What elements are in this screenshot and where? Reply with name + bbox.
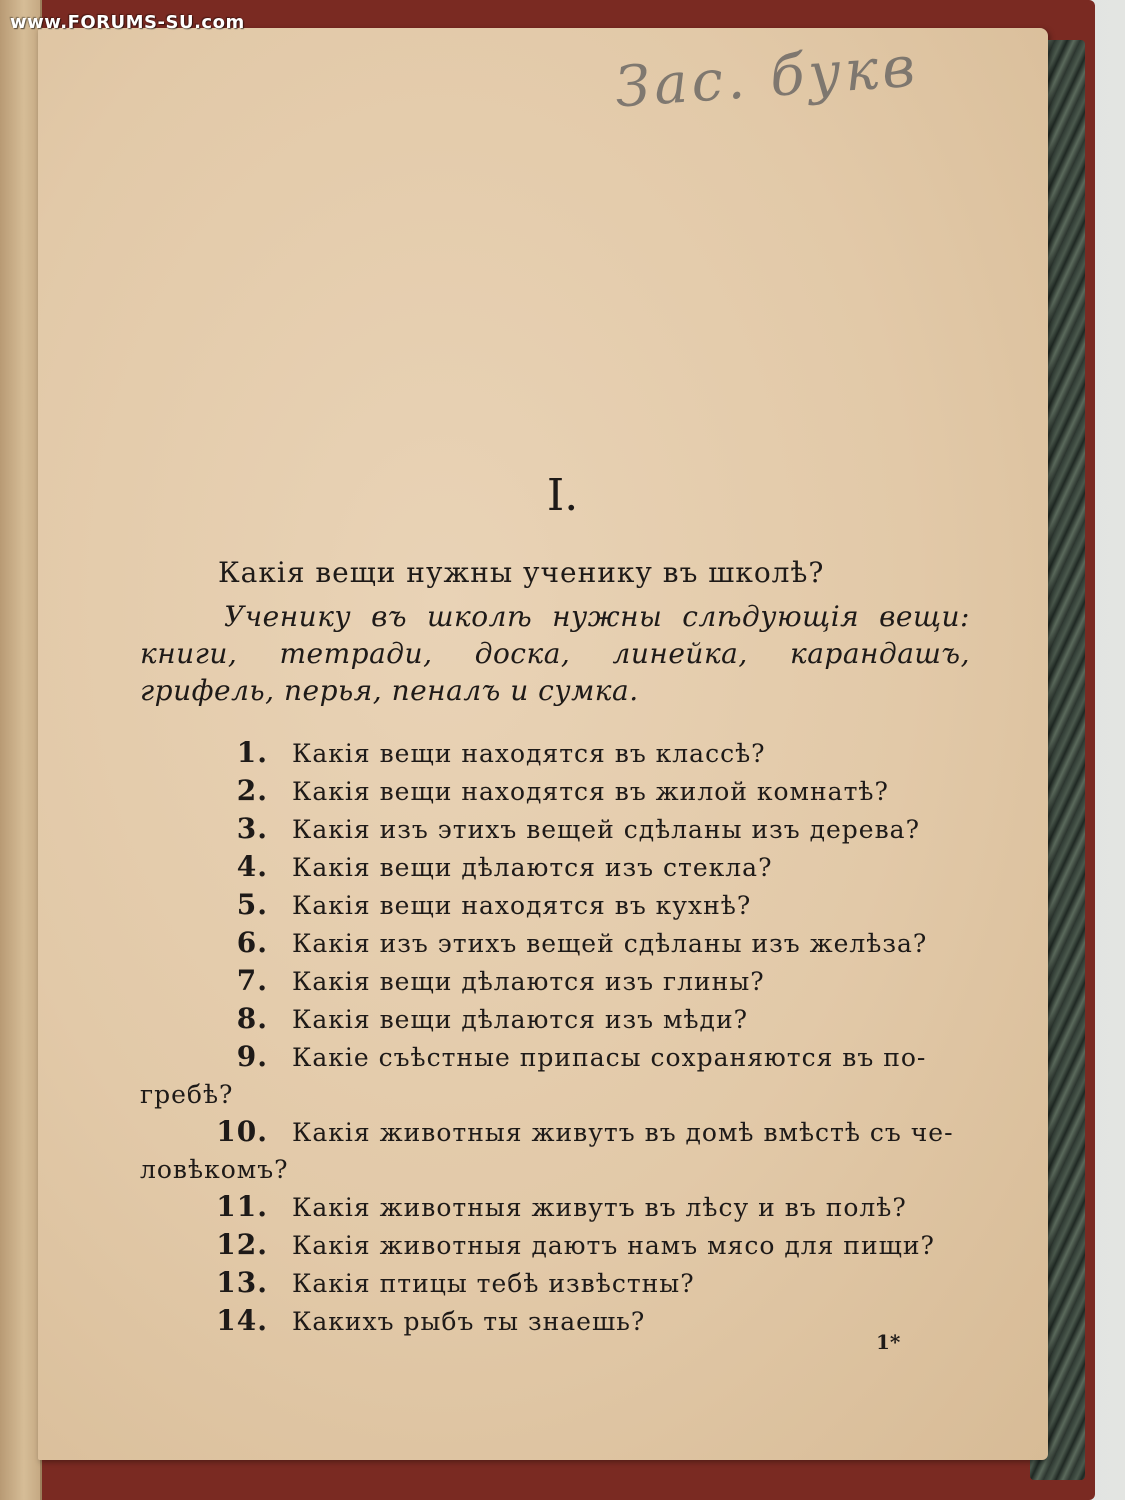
watermark: www.FORUMS-SU.com — [10, 12, 245, 33]
main-question: Какія вещи нужны ученику въ школѣ? — [218, 556, 825, 589]
page-signature: 1* — [876, 1330, 901, 1354]
list-item — [140, 886, 980, 924]
item-text: Какія вещи находятся въ кухнѣ? — [292, 891, 752, 920]
list-item — [140, 962, 980, 1000]
item-number: 7. — [236, 964, 268, 997]
list-item — [140, 924, 980, 962]
answer-paragraph: Ученику въ школѣ нужны слѣдующія вещи: книги, тетради, доска, линейка, карандашъ, грифель, перья, пеналъ и сумка. — [140, 600, 970, 707]
question-list — [140, 734, 980, 1340]
item-number: 14. — [216, 1304, 268, 1337]
item-number: 10. — [216, 1115, 268, 1148]
list-item — [140, 848, 980, 886]
item-text: Какихъ рыбъ ты знаешь? — [292, 1307, 646, 1336]
item-text: Какія вещи дѣлаются изъ мѣди? — [292, 1005, 749, 1034]
item-number: 8. — [236, 1002, 268, 1035]
list-item — [140, 734, 980, 772]
item-number: 4. — [236, 850, 268, 883]
item-number: 9. — [236, 1040, 268, 1073]
item-text: Какіе съѣстные припасы сохраняются въ по- — [292, 1043, 927, 1072]
item-text: Какія вещи находятся въ жилой комнатѣ? — [292, 777, 889, 806]
item-text: Какія вещи дѣлаются изъ стекла? — [292, 853, 773, 882]
item-text: Какія животныя живутъ въ лѣсу и въ полѣ? — [292, 1193, 907, 1222]
item-text: Какія изъ этихъ вещей сдѣланы изъ желѣза? — [292, 929, 928, 958]
item-number: 12. — [216, 1228, 268, 1261]
item-text: Какія птицы тебѣ извѣстны? — [292, 1269, 695, 1298]
list-item — [140, 1226, 980, 1264]
list-item — [140, 1264, 980, 1302]
left-page-edge — [0, 0, 42, 1500]
list-item — [140, 810, 980, 848]
item-number: 6. — [236, 926, 268, 959]
item-text: Какія изъ этихъ вещей сдѣланы изъ дерева? — [292, 815, 920, 844]
list-item — [140, 1038, 980, 1113]
item-number: 13. — [216, 1266, 268, 1299]
item-number: 11. — [216, 1190, 268, 1223]
list-item — [140, 1113, 980, 1188]
list-item — [140, 1188, 980, 1226]
item-number: 3. — [236, 812, 268, 845]
item-text: Какія животныя даютъ намъ мясо для пищи? — [292, 1231, 935, 1260]
list-item — [140, 1000, 980, 1038]
chapter-numeral: I. — [546, 470, 579, 521]
item-text: Какія животныя живутъ въ домѣ вмѣстѣ съ че- — [292, 1118, 954, 1147]
item-text: Какія вещи дѣлаются изъ глины? — [292, 967, 765, 996]
list-item — [140, 1302, 980, 1340]
item-number: 1. — [236, 736, 268, 769]
list-item — [140, 772, 980, 810]
item-number: 5. — [236, 888, 268, 921]
item-text-continuation: гребѣ? — [140, 1080, 234, 1109]
handwritten-note: Зас. букв — [613, 34, 921, 121]
item-text-continuation: ловѣкомъ? — [140, 1155, 289, 1184]
item-text: Какія вещи находятся въ классѣ? — [292, 739, 766, 768]
item-number: 2. — [236, 774, 268, 807]
